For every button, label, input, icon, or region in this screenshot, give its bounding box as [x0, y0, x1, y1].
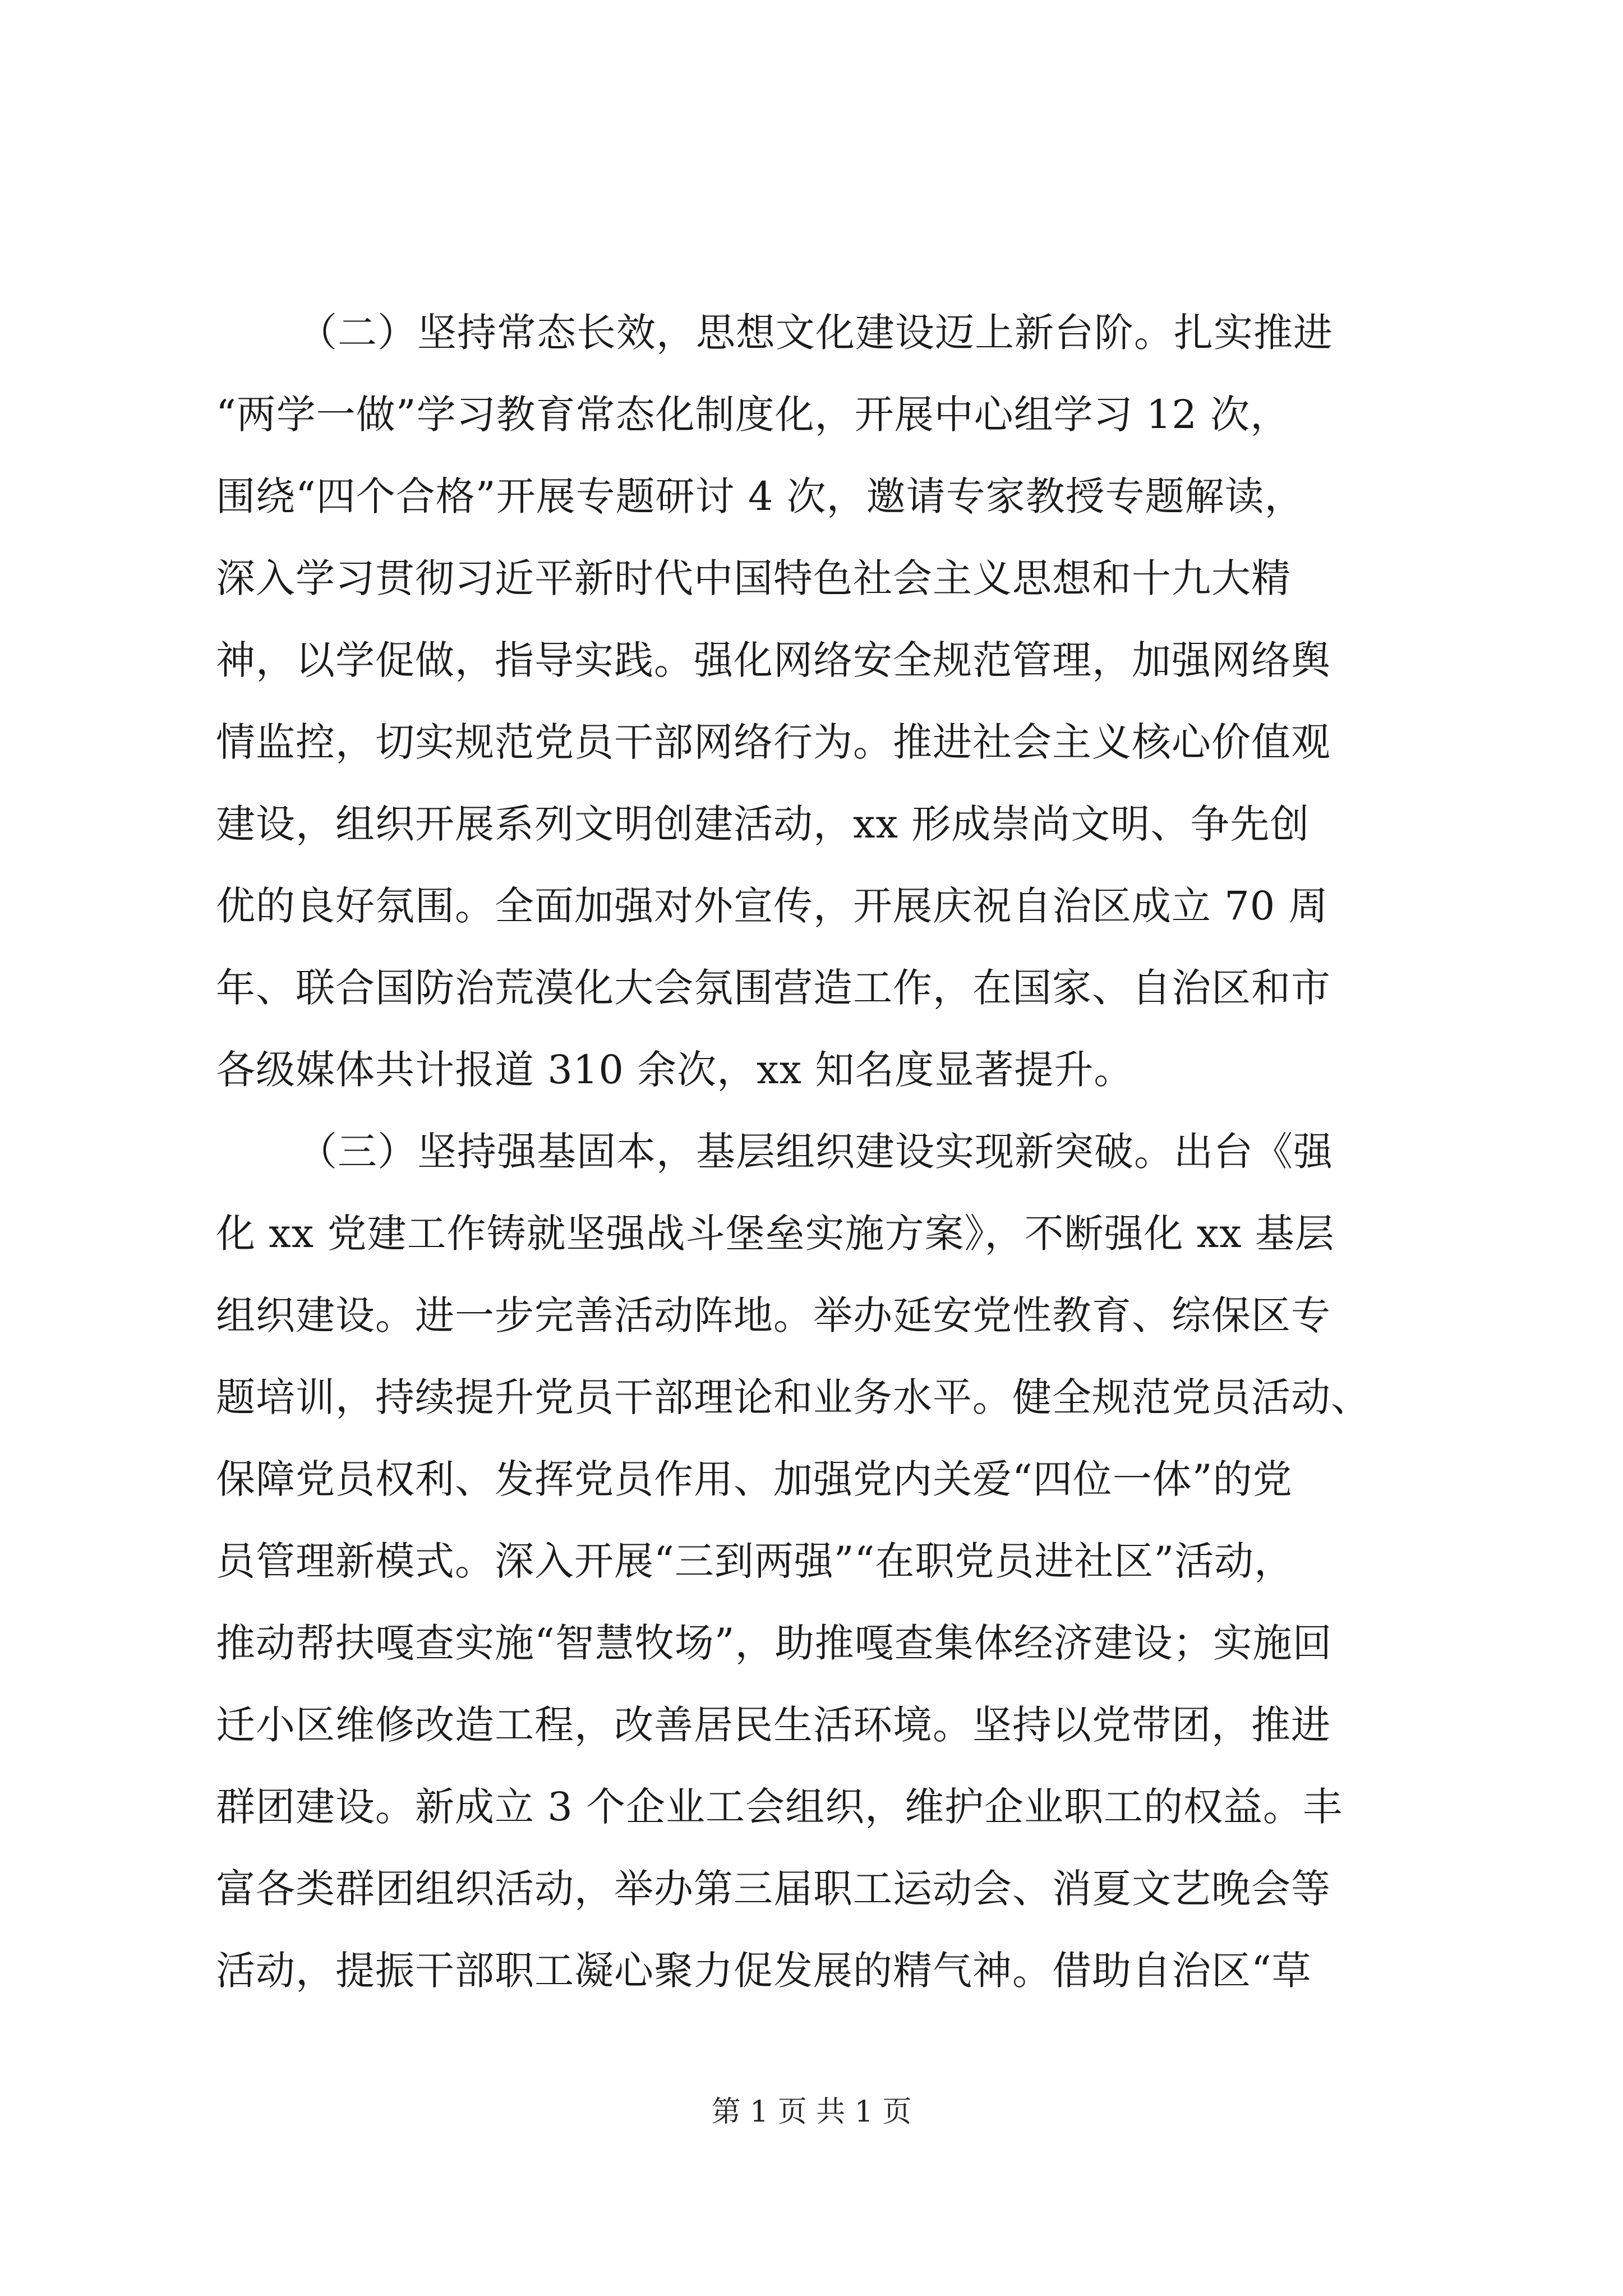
paragraph-line: 神，以学促做，指导实践。强化网络安全规范管理，加强网络舆 — [216, 637, 1331, 683]
paragraph-line: 迁小区维修改造工程，改善居民生活环境。坚持以党带团，推进 — [216, 1702, 1331, 1748]
paragraph-line: 优的良好氛围。全面加强对外宣传，开展庆祝自治区成立 70 周 — [216, 883, 1329, 929]
paragraph-line: 员管理新模式。深入开展“三到两强”“在职党员进社区”活动， — [216, 1538, 1294, 1584]
page-number-footer: 第 1 页 共 1 页 — [711, 2095, 912, 2129]
paragraph-line: “两学一做”学习教育常态化制度化，开展中心组学习 12 次， — [216, 392, 1290, 438]
paragraph-line: 题培训，持续提升党员干部理论和业务水平。健全规范党员活动、 — [216, 1374, 1371, 1420]
paragraph-line: 深入学习贯彻习近平新时代中国特色社会主义思想和十九大精 — [216, 555, 1291, 601]
paragraph-line: 建设，组织开展系列文明创建活动，xx 形成崇尚文明、争先创 — [216, 801, 1310, 847]
paragraph-section-3 — [216, 1111, 1422, 2012]
paragraph-line: 活动，提振干部职工凝心聚力促发展的精气神。借助自治区“草 — [216, 1948, 1312, 1994]
document-body — [216, 292, 1422, 2012]
paragraph-line: （二）坚持常态长效，思想文化建设迈上新台阶。扎实推进 — [298, 310, 1333, 356]
paragraph-line: 情监控，切实规范党员干部网络行为。推进社会主义核心价值观 — [216, 719, 1331, 765]
paragraph-line: 推动帮扶嘎查实施“智慧牧场”，助推嘎查集体经济建设；实施回 — [216, 1620, 1332, 1666]
paragraph-line: 年、联合国防治荒漠化大会氛围营造工作，在国家、自治区和市 — [216, 965, 1331, 1011]
paragraph-line: （三）坚持强基固本，基层组织建设实现新突破。出台《强 — [298, 1129, 1333, 1175]
paragraph-line: 围绕“四个合格”开展专题研讨 4 次，邀请专家教授专题解读， — [216, 473, 1304, 519]
paragraph-line: 富各类群团组织活动，举办第三届职工运动会、消夏文艺晚会等 — [216, 1866, 1331, 1912]
paragraph-section-2 — [216, 292, 1422, 1111]
paragraph-line: 组织建设。进一步完善活动阵地。举办延安党性教育、综保区专 — [216, 1292, 1331, 1338]
paragraph-line: 化 xx 党建工作铸就坚强战斗堡垒实施方案》，不断强化 xx 基层 — [216, 1211, 1335, 1257]
paragraph-line: 群团建设。新成立 3 个企业工会组织，维护企业职工的权益。丰 — [216, 1784, 1343, 1830]
paragraph-line: 保障党员权利、发挥党员作用、加强党内关爱“四位一体”的党 — [216, 1456, 1293, 1502]
paragraph-line: 各级媒体共计报道 310 余次，xx 知名度显著提升。 — [216, 1047, 1134, 1093]
